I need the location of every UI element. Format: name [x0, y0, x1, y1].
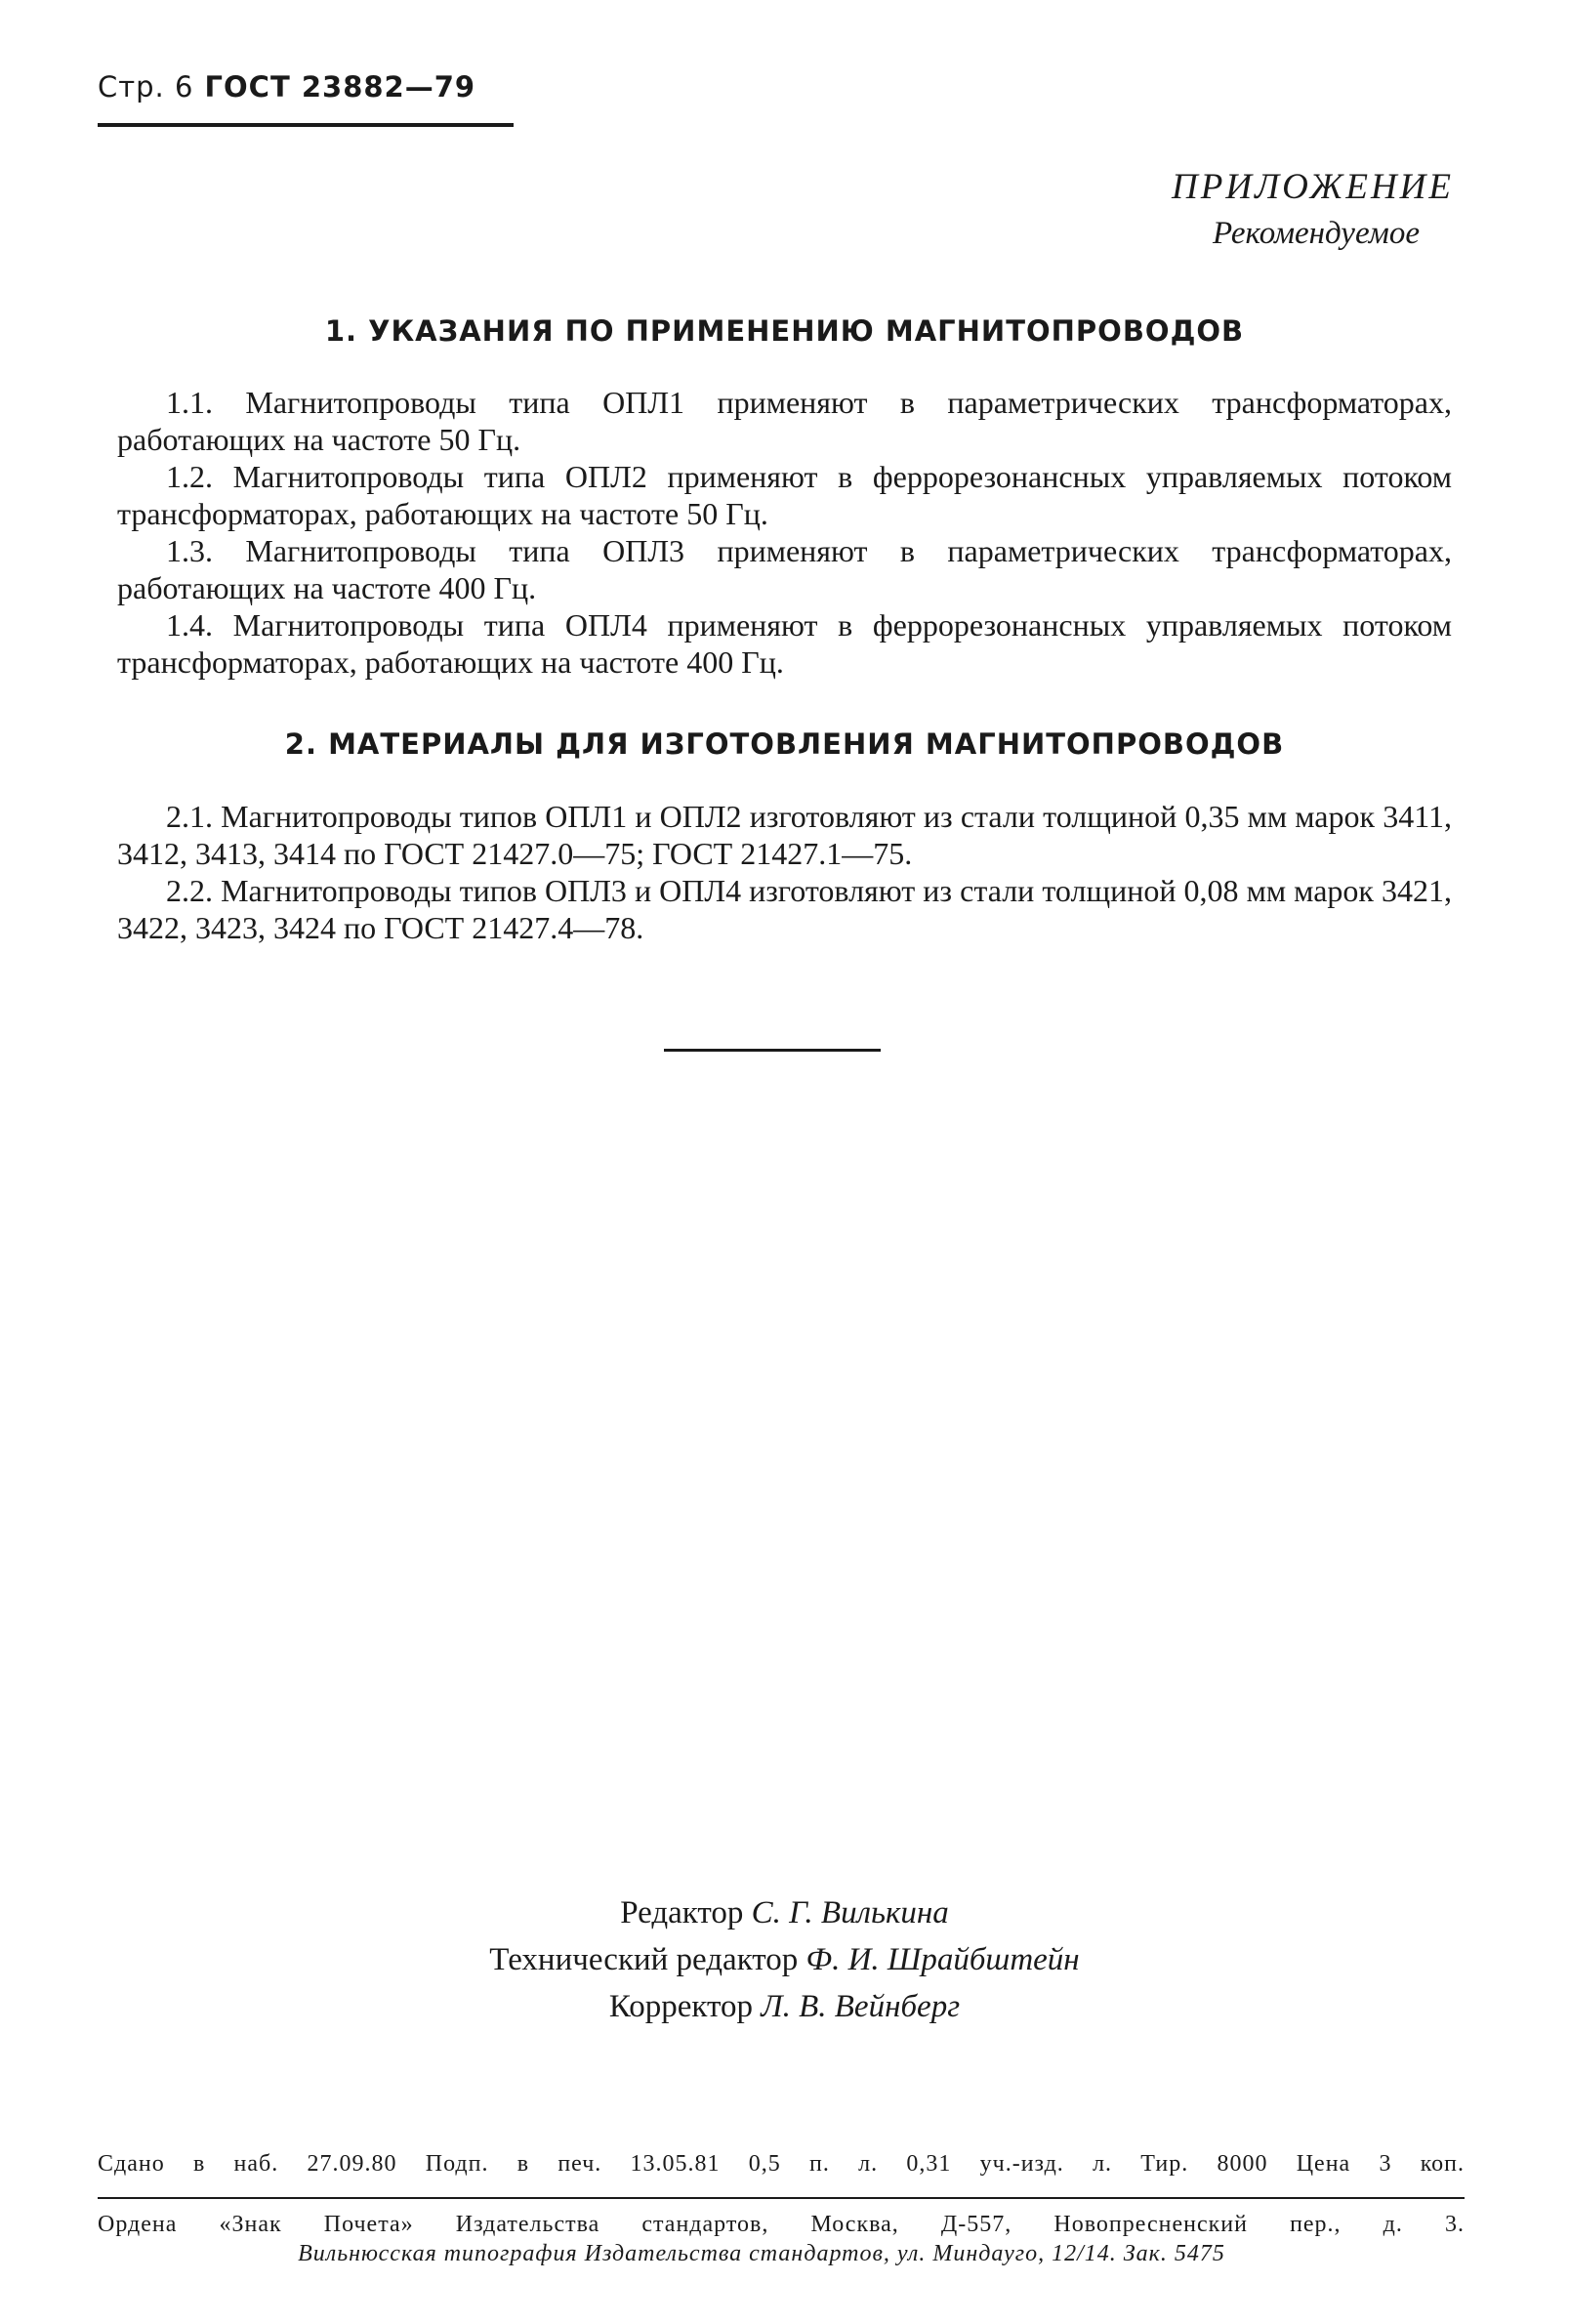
imprint-publisher-line: Ордена «Знак Почета» Издательства стандартов, Москва, Д-557, Новопресненский пер., д. 3.	[98, 2212, 1465, 2237]
credit-role: Корректор	[608, 1989, 754, 2024]
section-2-title: 2. МАТЕРИАЛЫ ДЛЯ ИЗГОТОВЛЕНИЯ МАГНИТОПРОВОДОВ	[284, 727, 1285, 761]
credit-person: С. Г. Вилькина	[751, 1895, 949, 1930]
imprint-rule	[98, 2197, 1465, 2199]
header-rule	[98, 123, 514, 127]
credit-proofreader	[0, 1983, 1569, 2030]
section-1-title: 1. УКАЗАНИЯ ПО ПРИМЕНЕНИЮ МАГНИТОПРОВОДОВ	[324, 314, 1245, 348]
page-header	[98, 70, 475, 104]
paragraph-1-1: 1.1. Магнитопроводы типа ОПЛ1 применяют в параметрических трансформаторах, работающих на частоте 50 Гц.	[117, 385, 1452, 457]
credit-person: Ф. И. Шрайбштейн	[805, 1942, 1080, 1977]
paragraph-1-4: 1.4. Магнитопроводы типа ОПЛ4 применяют в феррорезонансных управляемых потоком трансформаторах, работающих на частоте 400 Гц.	[117, 607, 1452, 680]
section-divider	[664, 1049, 881, 1052]
credit-technical-editor	[0, 1936, 1569, 1983]
standard-number: ГОСТ 23882—79	[204, 70, 476, 104]
imprint-print-details: Сдано в наб. 27.09.80 Подп. в печ. 13.05.81 0,5 п. л. 0,31 уч.-изд. л. Тир. 8000 Цена 3 коп.	[98, 2151, 1465, 2177]
credit-person: Л. В. Вейнберг	[761, 1989, 961, 2024]
appendix-block	[1172, 166, 1454, 252]
paragraph-1-2: 1.2. Магнитопроводы типа ОПЛ2 применяют в феррорезонансных управляемых потоком трансформаторах, работающих на частоте 50 Гц.	[117, 459, 1452, 531]
appendix-subtitle: Рекомендуемое	[1212, 216, 1420, 251]
appendix-title: ПРИЛОЖЕНИЕ	[1172, 167, 1454, 207]
credit-editor	[0, 1889, 1569, 1936]
credit-role: Редактор	[620, 1895, 744, 1930]
imprint-printer-line: Вильнюсская типография Издательства стандартов, ул. Миндауго, 12/14. Зак. 5475	[298, 2241, 1225, 2266]
section-1-body	[117, 384, 1452, 681]
page-number: Стр. 6	[98, 70, 194, 104]
paragraph-2-1: 2.1. Магнитопроводы типов ОПЛ1 и ОПЛ2 изготовляют из стали толщиной 0,35 мм марок 3411, 3412, 3413, 3414 по ГОСТ 21427.0—75; ГОСТ 21427.1—75.	[117, 799, 1452, 871]
credits	[0, 1889, 1569, 2030]
imprint-publisher	[98, 2210, 1465, 2268]
section-2-body	[117, 798, 1452, 946]
paragraph-1-3: 1.3. Магнитопроводы типа ОПЛ3 применяют в параметрических трансформаторах, работающих на частоте 400 Гц.	[117, 533, 1452, 605]
paragraph-2-2: 2.2. Магнитопроводы типов ОПЛ3 и ОПЛ4 изготовляют из стали толщиной 0,08 мм марок 3421, 3422, 3423, 3424 по ГОСТ 21427.4—78.	[117, 873, 1452, 945]
credit-role: Технический редактор	[489, 1942, 799, 1977]
